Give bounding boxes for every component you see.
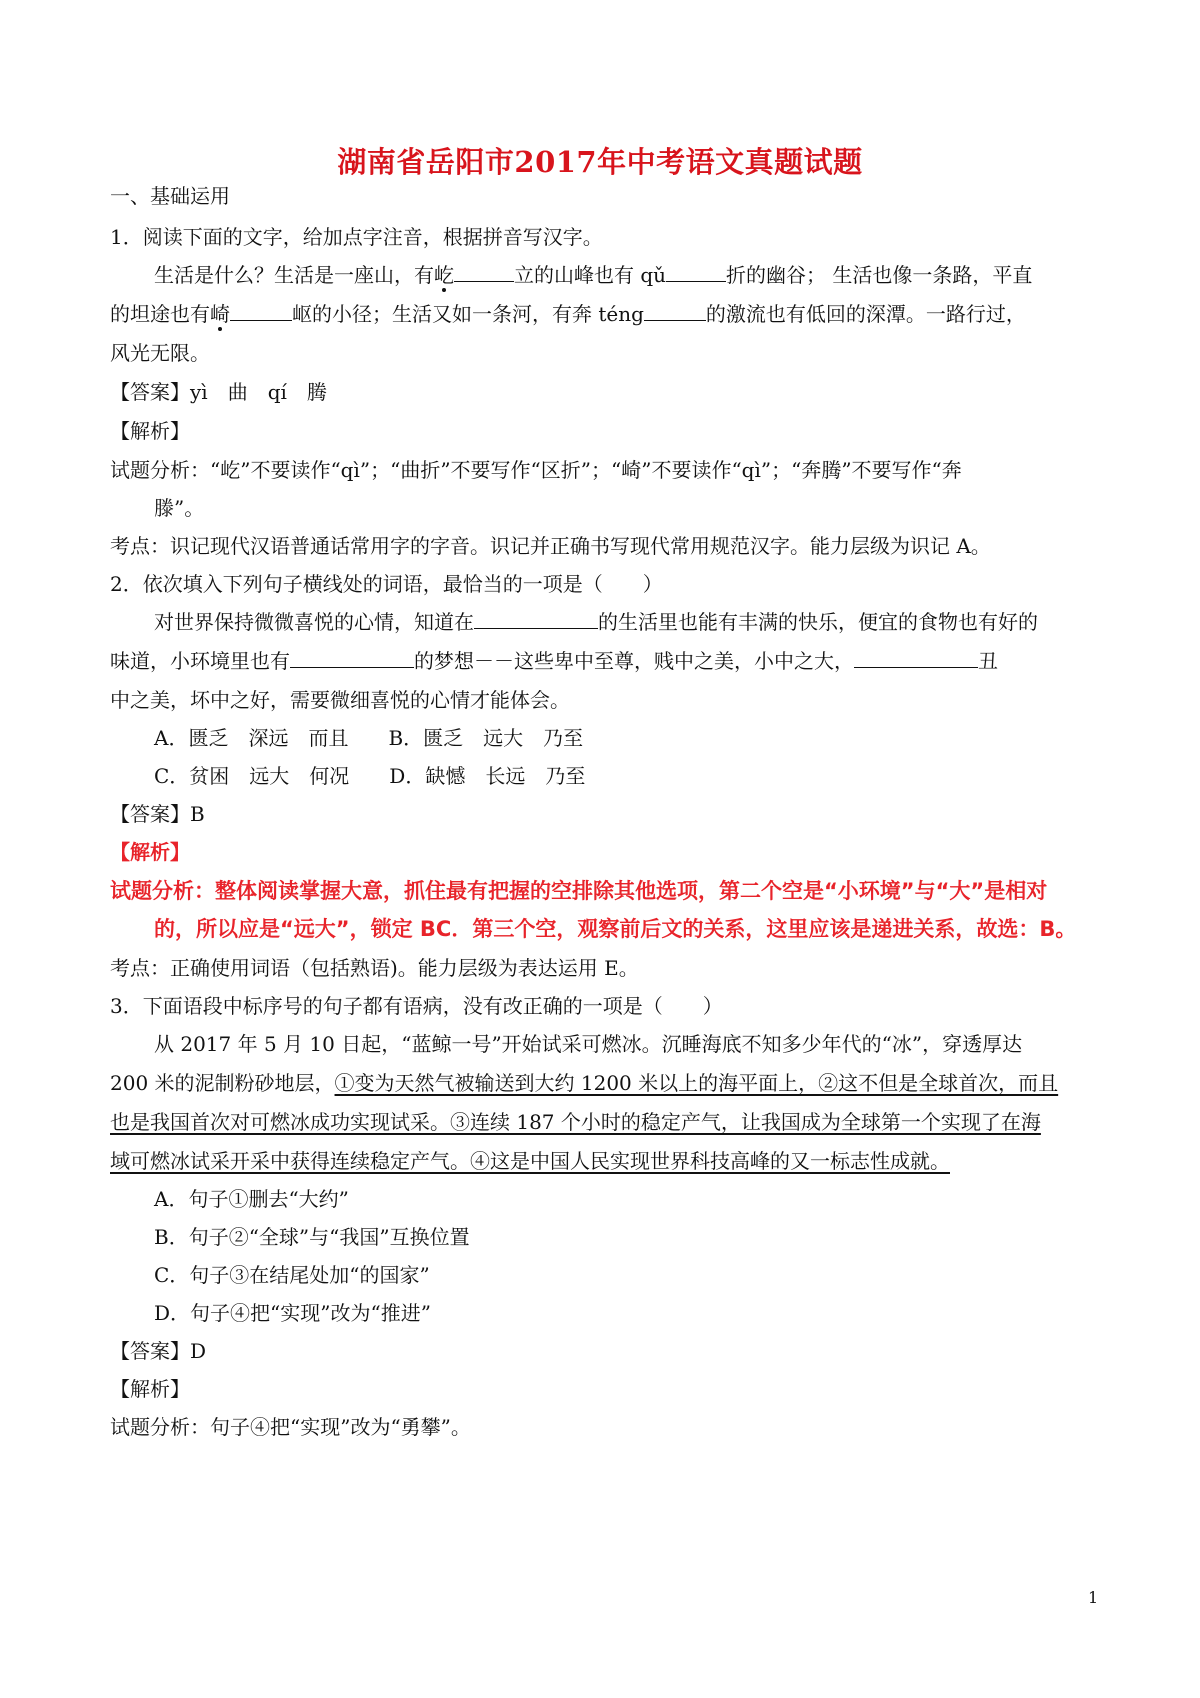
q3-answer: 【答案】D [110,1339,207,1363]
q3-option-c: C．句子③在结尾处加“的国家” [154,1263,430,1287]
q2-analysis-line-2: 的，所以应是“远大”，锁定 BC．第三个空，观察前后文的关系，这里应该是递进关系，故选：B。 [154,917,1077,941]
fill-blank [854,647,978,668]
q1-passage-line-3: 风光无限。 [110,341,210,365]
q1-analysis-tag: 【解析】 [110,419,190,443]
q2-passage-line-2: 味道，小环境里也有 的梦想－－这些卑中至尊，贱中之美，小中之大， 丑 [110,649,998,673]
q3-passage-line-3: 也是我国首次对可燃冰成功实现试采。③连续 187 个小时的稳定产气，让我国成为全球第一个实现了在海 [110,1110,1041,1134]
q3-passage-line-4: 域可燃冰试采开采中获得连续稳定产气。④这是中国人民实现世界科技高峰的又一标志性成就。 [110,1149,950,1173]
page-title: 湖南省岳阳市2017年中考语文真题试题 [337,145,863,179]
q1-passage-line-1: 生活是什么？生活是一座山，有屹 立的山峰也有 qǔ 折的幽谷； 生活也像一条路，平直 [154,263,1033,287]
q2-passage-line-3: 中之美，坏中之好，需要微细喜悦的心情才能体会。 [110,688,570,712]
q2-options-ab: A．匮乏 深远 而且 B．匮乏 远大 乃至 [154,726,584,750]
fill-blank [666,261,726,282]
section-heading: 一、基础运用 [110,184,230,208]
q2-kaodian: 考点：正确使用词语（包括熟语)。能力层级为表达运用 E。 [110,956,639,980]
q2-analysis-line-1: 试题分析：整体阅读掌握大意，抓住最有把握的空排除其他选项，第二个空是“小环境”与“大”是相对 [110,879,1048,903]
fill-blank [230,300,292,321]
q2-analysis-tag: 【解析】 [110,840,190,864]
q3-option-a: A．句子①删去“大约” [154,1187,349,1211]
q1-stem: 1．阅读下面的文字，给加点字注音，根据拼音写汉字。 [110,225,603,249]
fill-blank [644,300,706,321]
q3-passage-line-2: 200 米的泥制粉砂地层，①变为天然气被输送到大约 1200 米以上的海平面上，②这不但是全球首次，而且 [110,1071,1059,1095]
q1-kaodian: 考点：识记现代汉语普通话常用字的字音。识记并正确书写现代常用规范汉字。能力层级为识记 A。 [110,534,991,558]
q3-option-b: B．句子②“全球”与“我国”互换位置 [154,1225,470,1249]
q3-analysis-tag: 【解析】 [110,1377,190,1401]
q1-passage-line-2: 的坦途也有崎 岖的小径；生活又如一条河，有奔 téng 的激流也有低回的深潭。一路行过， [110,302,1026,326]
page-number: 1 [1088,1588,1099,1607]
dotted-char: 屹 [434,263,454,287]
q3-stem: 3．下面语段中标序号的句子都有语病，没有改正确的一项是（ ） [110,994,723,1018]
q1-analysis-line-1: 试题分析：“屹”不要读作“qì”；“曲折”不要写作“区折”；“崎”不要读作“qì”；“奔腾”不要写作“奔 [110,458,962,482]
fill-blank [454,261,514,282]
q3-analysis-line-1: 试题分析：句子④把“实现”改为“勇攀”。 [110,1415,471,1439]
q2-passage-line-1: 对世界保持微微喜悦的心情，知道在 的生活里也能有丰满的快乐，便宜的食物也有好的 [154,610,1038,634]
fill-blank [290,647,414,668]
q2-stem: 2．依次填入下列句子横线处的词语，最恰当的一项是（ ） [110,572,663,596]
dotted-char: 崎 [210,302,230,326]
fill-blank [474,608,598,629]
q2-options-cd: C．贫困 远大 何况 D．缺憾 长远 乃至 [154,764,586,788]
q3-passage-line-1: 从 2017 年 5 月 10 日起，“蓝鲸一号”开始试采可燃冰。沉睡海底不知多少年代的“冰”，穿透厚达 [154,1032,1023,1056]
q3-option-d: D．句子④把“实现”改为“推进” [154,1301,431,1325]
q1-analysis-line-2: 滕”。 [154,496,205,520]
q1-answer: 【答案】yì 曲 qí 腾 [110,380,327,404]
q2-answer: 【答案】B [110,802,205,826]
